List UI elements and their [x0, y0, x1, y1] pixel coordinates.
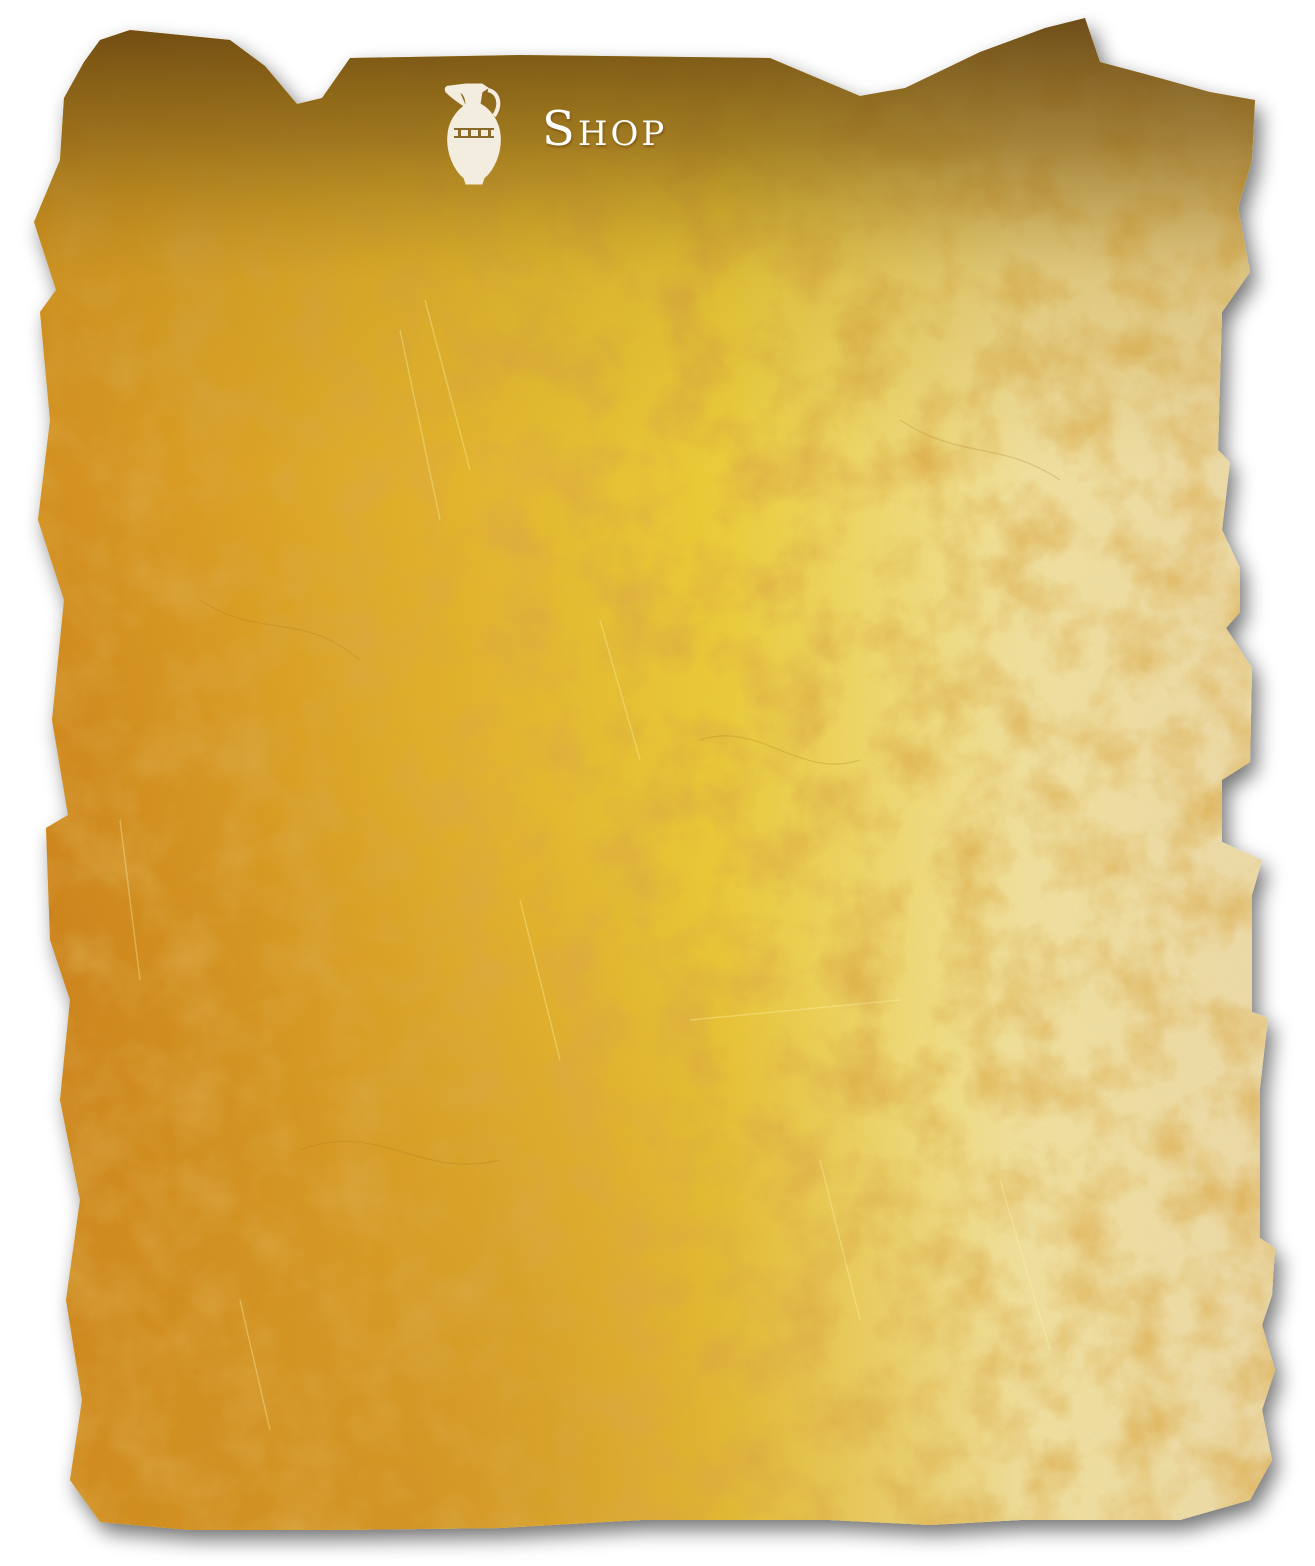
vase-icon [436, 78, 512, 188]
shop-content-area [90, 230, 1210, 1480]
shop-header [436, 78, 667, 188]
shop-title: Shop [542, 101, 668, 157]
